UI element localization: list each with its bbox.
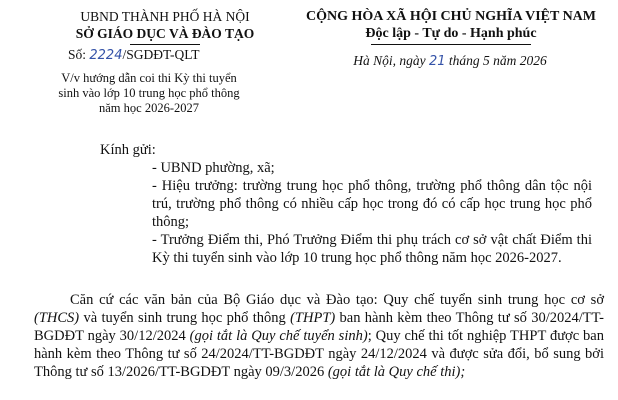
date-prefix: Hà Nội, ngày: [353, 53, 426, 68]
document-summary: V/v hướng dẫn coi thi Kỳ thi tuyển sinh vào lớp 10 trung học phổ thông năm học 2026-2027: [58, 71, 240, 115]
department-name: SỞ GIÁO DỤC VÀ ĐÀO TẠO: [75, 26, 255, 41]
motto-underline: [371, 44, 531, 45]
agency-name: UBND THÀNH PHỐ HÀ NỘI: [80, 9, 250, 24]
paragraph-text: ; Quy chế thi tốt nghiệp THPT được ban hành kèm theo Thông tư số 24/2024/TT-BGDĐT ngày 24/12/2024 và được sửa đổi, bổ sung bởi Thông tư số 13/2026/TT-BGDĐT ngày 09/3/2026: [34, 328, 604, 380]
document-number-prefix: Số:: [68, 47, 87, 62]
issuing-agency-block: [40, 8, 290, 45]
paragraph-italic: (gọi tắt là Quy chế tuyển sinh): [189, 328, 368, 344]
salutation: Kính gửi:: [100, 142, 156, 158]
recipient-item: - Hiệu trưởng: trường trung học phổ thông, trường phổ thông dân tộc nội trú, trường phổ thông có nhiều cấp học trong đó có cấp học trung học phổ thông;: [152, 178, 592, 230]
recipient-item: - Trưởng Điểm thi, Phó Trưởng Điểm thi phụ trách cơ sở vật chất Điểm thi Kỳ thi tuyển sinh vào lớp 10 trung học phổ thông năm học 2026-2027.: [152, 232, 592, 266]
document-number-suffix: /SGDĐT-QLT: [122, 47, 200, 62]
document-number: [68, 47, 200, 63]
national-motto: Độc lập - Tự do - Hạnh phúc: [365, 26, 537, 41]
paragraph-text: ban hành kèm theo Thông tư số 30/2024/TT-BGDĐT ngày 30/12/2024: [34, 310, 604, 344]
department-underline: [130, 44, 200, 45]
paragraph-text: Căn cứ các văn bản của Bộ Giáo dục và Đào tạo: Quy chế tuyển sinh trung học cơ sở: [70, 292, 604, 308]
document-number-handwritten: 2224: [89, 48, 123, 63]
date-suffix: tháng 5 năm 2026: [448, 53, 547, 68]
national-header-block: [296, 8, 606, 45]
paragraph-text: và tuyển sinh trung học phổ thông: [79, 310, 291, 326]
paragraph-italic: (gọi tắt là Quy chế thi);: [327, 364, 466, 380]
paragraph-italic: (THCS): [34, 310, 80, 326]
recipient-item: - UBND phường, xã;: [152, 160, 275, 176]
document-date: [300, 53, 600, 69]
nation-title: CỘNG HÒA XÃ HỘI CHỦ NGHĨA VIỆT NAM: [305, 9, 596, 24]
date-day-handwritten: 21: [428, 54, 446, 69]
paragraph-italic: (THPT): [290, 310, 336, 326]
body-paragraph: [34, 291, 604, 381]
